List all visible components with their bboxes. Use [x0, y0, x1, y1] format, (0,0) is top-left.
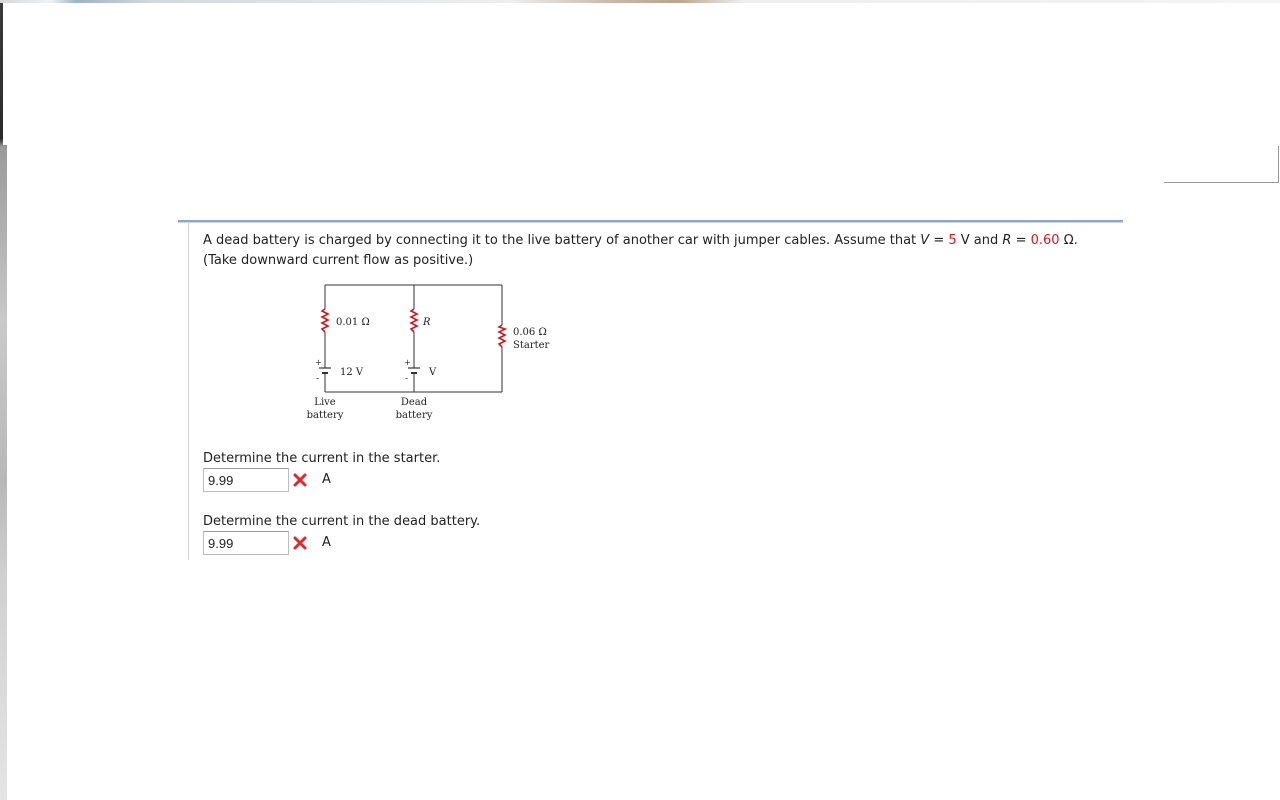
r-symbol: R — [1002, 233, 1012, 248]
dead-emf-label: V — [429, 367, 437, 378]
equals-sign: = — [1011, 233, 1031, 248]
window-left-edge-lower — [7, 577, 11, 800]
v-value: 5 — [948, 233, 957, 248]
window-left-edge-highlight — [3, 3, 7, 145]
equals-sign: = — [929, 233, 949, 248]
r-unit: Ω. — [1059, 233, 1078, 248]
part-2-answer-input[interactable] — [203, 531, 289, 555]
window-top-edge — [0, 0, 1280, 3]
live-plus-sign: + — [315, 358, 322, 367]
live-battery-label-2: battery — [306, 410, 344, 421]
corner-frame — [1164, 146, 1279, 183]
part-2-unit: A — [322, 535, 331, 550]
dead-resistor-icon — [411, 309, 417, 332]
dead-plus-sign: + — [404, 358, 411, 367]
question-intro: A dead battery is charged by connecting it to the live battery of another car with jumper cables. Assume that — [203, 233, 921, 248]
dead-battery-label-1: Dead — [400, 397, 428, 408]
question-left-border — [188, 223, 189, 560]
live-emf-label: 12 V — [340, 367, 364, 378]
question-divider — [178, 220, 1123, 223]
v-unit: V and — [956, 233, 1003, 248]
dead-minus-sign: - — [405, 374, 409, 384]
live-battery-label-1: Live — [314, 397, 336, 408]
starter-resistor-icon — [499, 325, 505, 347]
part-1-answer-input[interactable] — [203, 468, 289, 492]
part-2-prompt: Determine the current in the dead battery. — [203, 514, 481, 529]
part-1-answer-row — [203, 468, 403, 492]
live-resistor-label: 0.01 Ω — [336, 317, 370, 328]
question-text — [203, 231, 1108, 271]
part-2-answer-row — [203, 531, 403, 555]
dead-battery-label-2: battery — [395, 410, 433, 421]
incorrect-x-icon — [292, 472, 308, 488]
starter-resistor-label: 0.06 Ω — [513, 327, 547, 338]
r-value: 0.60 — [1030, 233, 1060, 248]
dead-resistor-label: R — [423, 317, 431, 328]
question-block — [178, 220, 1123, 560]
live-minus-sign: - — [316, 374, 320, 384]
part-1-unit: A — [322, 472, 331, 487]
live-resistor-icon — [322, 309, 328, 332]
v-symbol: V — [920, 233, 930, 248]
question-note: (Take downward current flow as positive.) — [203, 253, 474, 268]
incorrect-x-icon — [292, 535, 308, 551]
circuit-diagram — [303, 280, 553, 425]
starter-label: Starter — [513, 340, 550, 351]
part-1-prompt: Determine the current in the starter. — [203, 451, 441, 466]
